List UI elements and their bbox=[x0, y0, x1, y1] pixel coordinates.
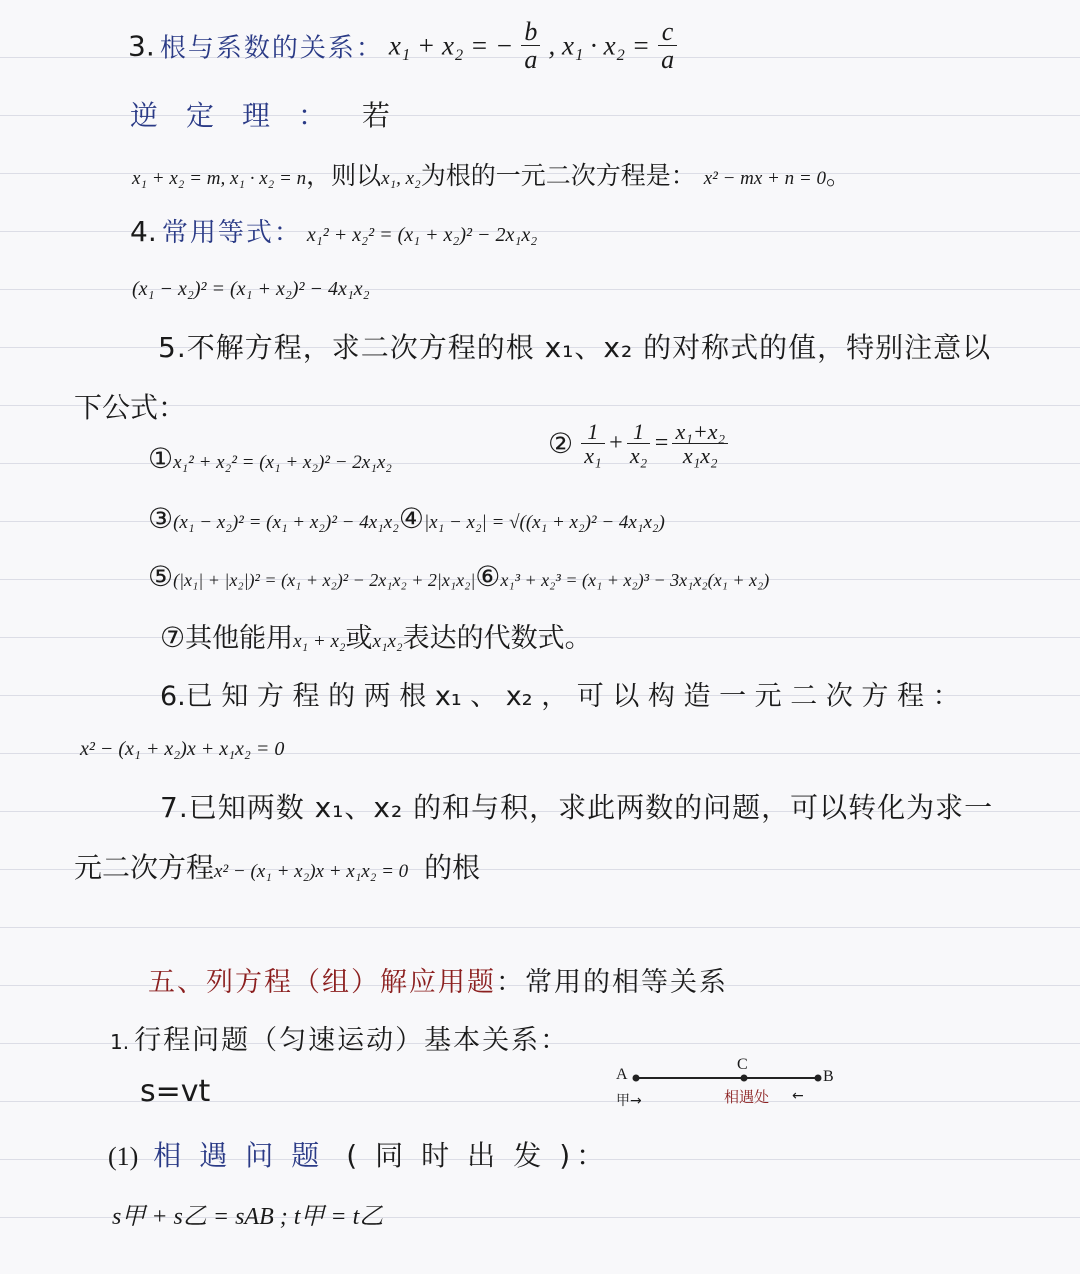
converse-condition: x₁ + x₂ = m, x₁ · x₂ = n bbox=[132, 168, 307, 189]
sub-1-paren-char: ： bbox=[576, 1139, 605, 1172]
sub-1-char: 遇 bbox=[199, 1139, 228, 1172]
section-3-title: 根与系数的关系： bbox=[159, 33, 384, 64]
label-jia: 甲→ bbox=[616, 1093, 642, 1109]
section-4-title: 常用等式： bbox=[161, 218, 302, 248]
formula-1 bbox=[148, 442, 392, 475]
formula-2-frac-b bbox=[627, 420, 650, 467]
point-a bbox=[633, 1075, 640, 1082]
section-3-frac-c-over-a bbox=[658, 18, 677, 74]
formula-1-text: x₁² + x₂² = (x₁ + x₂)² − 2x₁x₂ bbox=[173, 452, 392, 473]
sub-1-paren-char: 出 bbox=[467, 1139, 496, 1172]
part-5-subtitle: ：常用的相等关系 bbox=[496, 967, 728, 998]
travel-number: 1. bbox=[110, 1030, 130, 1054]
sub-1-number: (1) bbox=[108, 1142, 139, 1171]
section-4-number: 4. bbox=[130, 215, 157, 248]
sub-1-paren bbox=[346, 1139, 604, 1172]
circled-number-5: ⑤ bbox=[148, 560, 174, 593]
sub-1-char: 相 bbox=[153, 1139, 182, 1172]
formula-7-sum: x₁ + x₂ bbox=[293, 631, 346, 652]
travel-title: 行程问题（匀速运动）基本关系： bbox=[134, 1025, 570, 1056]
frac-denominator: x₁x₂ bbox=[682, 443, 718, 469]
sub-1-char: 题 bbox=[291, 1139, 320, 1172]
circled-number-6: ⑥ bbox=[475, 560, 501, 593]
formula-7 bbox=[160, 616, 592, 655]
frac-numerator: b bbox=[521, 18, 540, 46]
section-3-product-formula: , x₁ · x₂ = bbox=[548, 30, 650, 61]
formula-2-plus: + bbox=[607, 430, 624, 457]
sub-1-equation: s甲 + s乙 = sAB ; t甲 = t乙 bbox=[112, 1204, 384, 1230]
formula-3-4 bbox=[148, 502, 665, 535]
section-5-line2: 下公式： bbox=[74, 391, 187, 424]
section-3 bbox=[128, 18, 680, 98]
formula-7-text-b: 表达的代数式。 bbox=[402, 623, 592, 654]
converse-line bbox=[132, 156, 851, 192]
section-6-line1: 6.已 知 方 程 的 两 根 x₁ 、 x₂ ， 可 以 构 造 一 元 二 次 方 程 ： bbox=[160, 681, 960, 712]
frac-numerator: 1 bbox=[627, 420, 650, 444]
section-4-eq2: (x₁ − x₂)² = (x₁ + x₂)² − 4x₁x₂ bbox=[132, 278, 370, 300]
converse-char: ： bbox=[298, 99, 329, 132]
converse-text-after: 为根的一元二次方程是： bbox=[420, 161, 696, 190]
converse-char: 定 bbox=[186, 99, 217, 132]
converse-roots: x₁, x₂ bbox=[381, 168, 421, 189]
section-7-equation: x² − (x₁ + x₂)x + x₁x₂ = 0 bbox=[214, 861, 409, 882]
formula-5-6 bbox=[148, 560, 769, 593]
section-7-text-a: 元二次方程 bbox=[74, 851, 215, 884]
formula-5-text: (|x₁| + |x₂|)² = (x₁ + x₂)² − 2x₁x₂ + 2|x₁x₂| bbox=[173, 570, 476, 590]
converse-label bbox=[130, 94, 354, 134]
circled-number-4: ④ bbox=[398, 502, 424, 535]
formula-7-product: x₁x₂ bbox=[372, 631, 403, 652]
circled-number-1: ① bbox=[148, 442, 174, 475]
part-5-title: 五、列方程（组）解应用题 bbox=[148, 967, 496, 998]
section-7-line2 bbox=[74, 846, 480, 886]
sub-1-paren-char: 发 bbox=[513, 1139, 542, 1172]
sub-1-paren-char: ( bbox=[346, 1139, 358, 1172]
travel-formula: s=vt bbox=[140, 1074, 211, 1109]
frac-numerator: 1 bbox=[581, 420, 604, 444]
converse-ruo: 若 bbox=[362, 99, 391, 132]
point-b bbox=[815, 1075, 822, 1082]
label-b: B bbox=[823, 1068, 834, 1085]
sub-1-paren-char: ) bbox=[559, 1139, 571, 1172]
section-7-line1: 7.已知两数 x₁、x₂ 的和与积，求此两数的问题，可以转化为求一 bbox=[160, 791, 994, 824]
label-c: C bbox=[737, 1056, 748, 1073]
label-arrow-left: ← bbox=[792, 1088, 804, 1104]
formula-3-text: (x₁ − x₂)² = (x₁ + x₂)² − 4x₁x₂ bbox=[173, 512, 399, 533]
frac-denominator: x₂ bbox=[629, 443, 648, 469]
circled-number-7: ⑦ bbox=[160, 621, 186, 654]
point-c bbox=[741, 1075, 748, 1082]
formula-7-or: 或 bbox=[345, 623, 373, 654]
sub-1-title bbox=[153, 1139, 346, 1172]
circled-number-2: ② bbox=[548, 427, 574, 461]
frac-numerator: c bbox=[658, 18, 677, 46]
frac-numerator: x₁+x₂ bbox=[672, 420, 728, 444]
sub-1-char: 问 bbox=[245, 1139, 274, 1172]
converse-end: 。 bbox=[825, 161, 851, 190]
section-3-sum-formula: x₁ + x₂ = − bbox=[388, 30, 514, 61]
frac-denominator: a bbox=[524, 45, 538, 75]
formula-7-text-a: 其他能用 bbox=[185, 623, 294, 654]
section-5-line1: 5.不解方程，求二次方程的根 x₁、x₂ 的对称式的值，特别注意以 bbox=[158, 331, 992, 364]
converse-char: 逆 bbox=[130, 99, 161, 132]
section-3-frac-b-over-a bbox=[521, 18, 540, 74]
label-a: A bbox=[616, 1066, 628, 1083]
formula-2-equals: = bbox=[653, 430, 670, 457]
travel-heading bbox=[110, 1018, 569, 1057]
label-meet: 相遇处 bbox=[724, 1088, 770, 1106]
converse-char: 理 bbox=[242, 99, 273, 132]
sub-1-heading bbox=[108, 1134, 604, 1174]
converse-equation: x² − mx + n = 0 bbox=[703, 168, 826, 189]
section-6-equation: x² − (x₁ + x₂)x + x₁x₂ = 0 bbox=[80, 738, 285, 760]
sub-1-paren-char: 同 bbox=[375, 1139, 404, 1172]
frac-denominator: x₁ bbox=[584, 443, 602, 469]
sub-1-paren-char: 时 bbox=[421, 1139, 450, 1172]
section-7-text-b: 的根 bbox=[424, 851, 481, 884]
section-4-eq1: x₁² + x₂² = (x₁ + x₂)² − 2x₁x₂ bbox=[306, 224, 538, 246]
formula-6-text: x₁³ + x₂³ = (x₁ + x₂)³ − 3x₁x₂(x₁ + x₂) bbox=[500, 570, 770, 590]
converse-text-mid: ，则以 bbox=[306, 161, 382, 190]
circled-number-3: ③ bbox=[148, 502, 174, 535]
formula-2-frac-a bbox=[581, 420, 604, 467]
section-3-number: 3. bbox=[128, 29, 155, 63]
formula-4-text: |x₁ − x₂| = √((x₁ + x₂)² − 4x₁x₂) bbox=[423, 512, 665, 533]
part-5-heading bbox=[148, 960, 728, 999]
formula-2-frac-result bbox=[672, 420, 728, 467]
section-4 bbox=[130, 212, 537, 249]
meeting-diagram bbox=[610, 1056, 850, 1112]
formula-2 bbox=[548, 420, 731, 467]
frac-denominator: a bbox=[661, 45, 675, 75]
